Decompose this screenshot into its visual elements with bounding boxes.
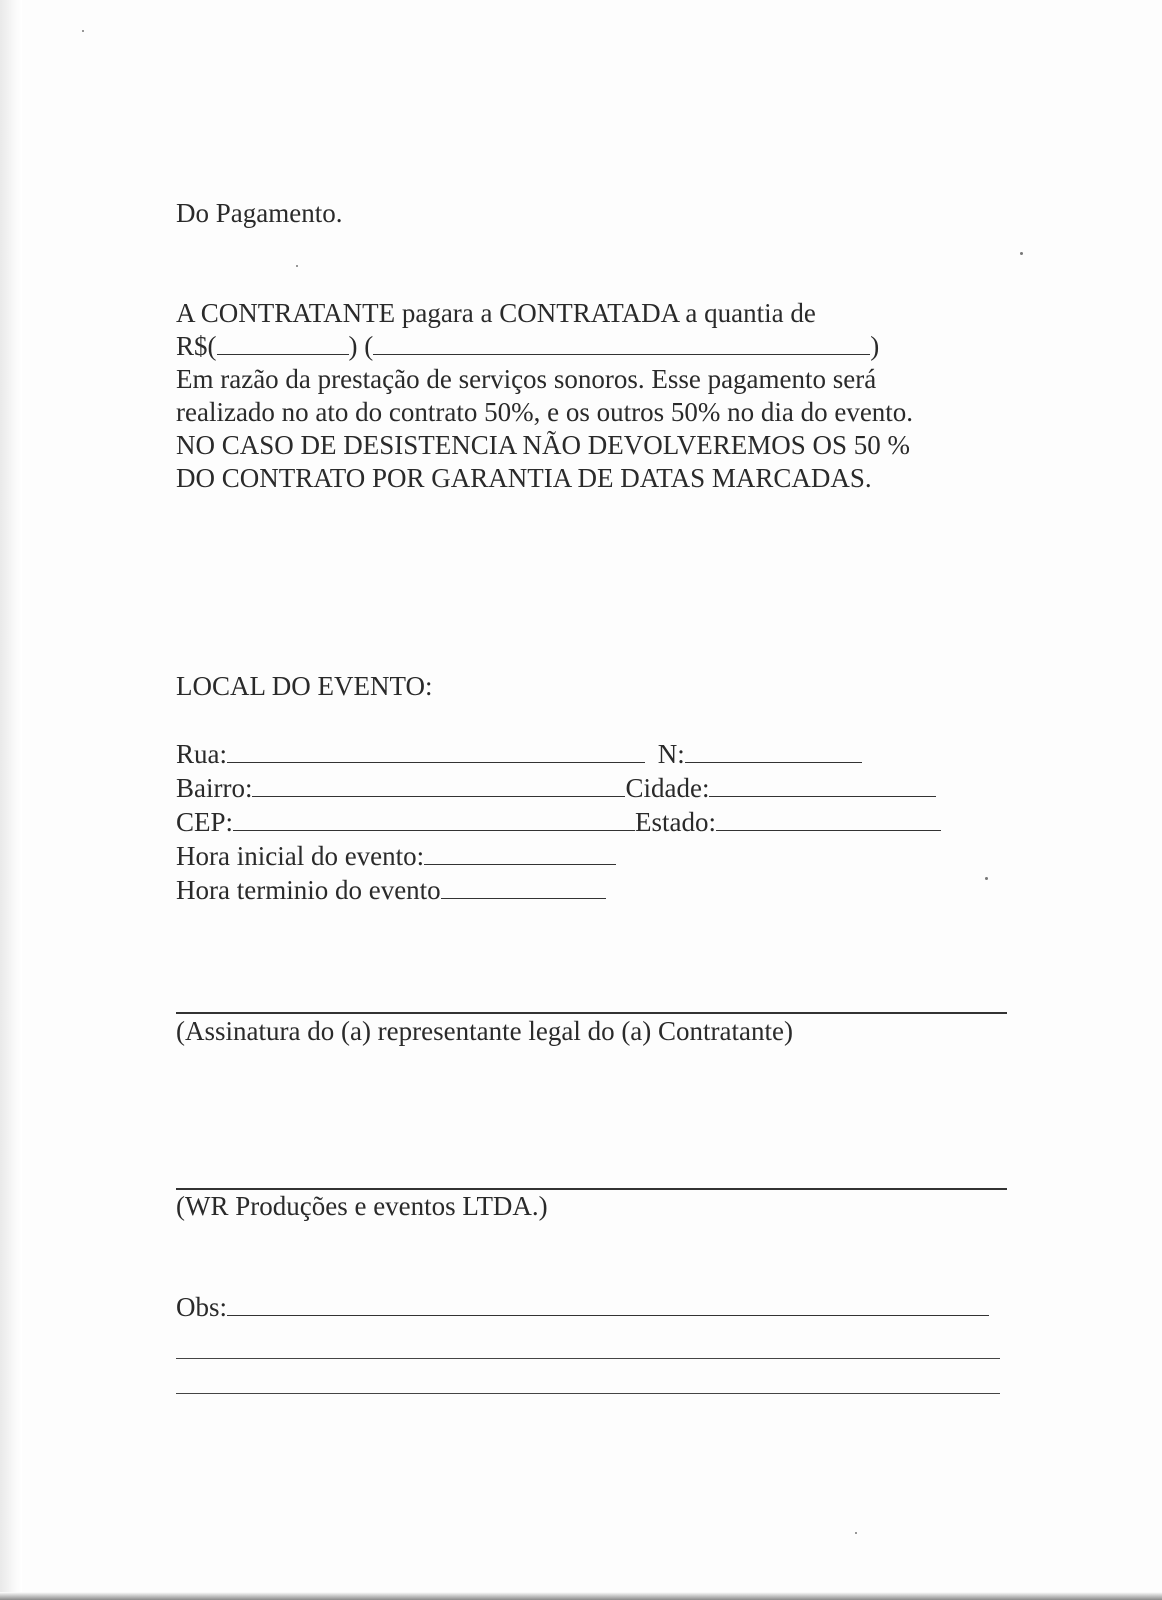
obs-field-2[interactable] — [176, 1358, 1000, 1359]
location-heading: LOCAL DO EVENTO: — [176, 671, 433, 701]
obs-label: Obs: — [176, 1292, 228, 1322]
bairro-field[interactable] — [252, 774, 625, 797]
payment-paragraph — [176, 297, 1036, 495]
cidade-field[interactable] — [709, 774, 936, 797]
numero-field[interactable] — [685, 740, 862, 763]
scan-speck — [985, 877, 988, 880]
obs-field-3[interactable] — [176, 1393, 1000, 1394]
payment-line-1: A CONTRATANTE pagara a CONTRATADA a quantia de — [176, 298, 816, 328]
hora-termino-label: Hora terminio do evento — [176, 875, 441, 905]
scan-left-edge — [0, 0, 22, 1600]
payment-line-4: realizado no ato do contrato 50%, e os outros 50% no dia do evento. — [176, 397, 914, 427]
rua-field[interactable] — [227, 740, 645, 763]
hora-termino-field[interactable] — [441, 876, 606, 899]
cidade-label: Cidade: — [625, 773, 710, 803]
cep-field[interactable] — [233, 808, 635, 831]
payment-amount-line — [176, 330, 1036, 363]
contratante-signature-caption: (Assinatura do (a) representante legal do (a) Contratante) — [176, 1016, 793, 1046]
payment-heading: Do Pagamento. — [176, 198, 343, 228]
obs-row — [176, 1291, 989, 1324]
contratante-signature-line[interactable] — [176, 1012, 1007, 1014]
amount-mid: ) ( — [348, 331, 374, 361]
amount-prefix: R$( — [176, 331, 217, 361]
amount-suffix: ) — [870, 331, 880, 361]
scan-speck — [82, 30, 84, 32]
rua-label: Rua: — [176, 739, 227, 769]
estado-field[interactable] — [716, 808, 941, 831]
hora-inicial-label: Hora inicial do evento: — [176, 841, 425, 871]
estado-label: Estado: — [635, 807, 717, 837]
scan-speck — [1020, 252, 1023, 255]
hora-termino-row — [176, 874, 606, 907]
obs-field-1[interactable] — [227, 1293, 989, 1316]
rua-row — [176, 738, 862, 771]
scan-speck — [296, 265, 298, 267]
amount-words-field[interactable] — [373, 332, 870, 355]
amount-number-field[interactable] — [217, 332, 349, 355]
bairro-row — [176, 772, 936, 805]
scan-speck — [855, 1532, 857, 1534]
company-signature-caption: (WR Produções e eventos LTDA.) — [176, 1191, 548, 1221]
payment-line-6: DO CONTRATO POR GARANTIA DE DATAS MARCADAS. — [176, 463, 872, 493]
bairro-label: Bairro: — [176, 773, 253, 803]
cep-label: CEP: — [176, 807, 234, 837]
payment-line-3: Em razão da prestação de serviços sonoros. Esse pagamento será — [176, 364, 877, 394]
payment-line-5: NO CASO DE DESISTENCIA NÃO DEVOLVEREMOS OS 50 % — [176, 430, 911, 460]
hora-inicial-field[interactable] — [424, 842, 616, 865]
scan-bottom-edge — [0, 1592, 1162, 1600]
numero-label: N: — [657, 739, 685, 769]
hora-inicial-row — [176, 840, 616, 873]
cep-row — [176, 806, 941, 839]
